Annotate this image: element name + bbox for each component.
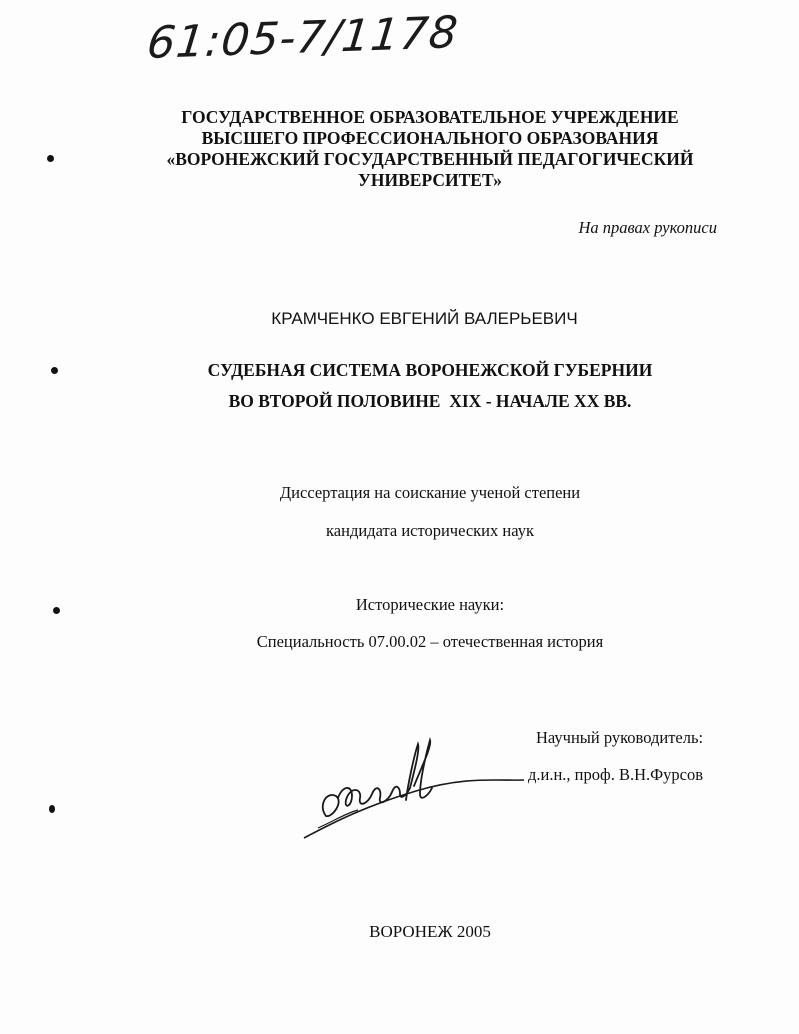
archive-code-handwritten: 61:05-7/1178 [144,7,461,69]
advisor-name: д.и.н., проф. В.Н.Фурсов [528,765,704,784]
punch-hole-mark [53,607,60,614]
city-year: ВОРОНЕЖ 2005 [369,922,491,941]
punch-hole-mark [47,155,54,162]
institution-header [100,107,760,191]
title-line-1: СУДЕБНАЯ СИСТЕМА ВОРОНЕЖСКОЙ ГУБЕРНИИ [207,360,653,380]
specialty-line: Специальность 07.00.02 – отечественная история [256,632,604,651]
institution-line-3: «ВОРОНЕЖСКИЙ ГОСУДАРСТВЕННЫЙ ПЕДАГОГИЧЕСКИЙ [166,149,694,169]
punch-hole-mark [49,805,55,813]
rights-note: На правах рукописи [578,218,717,237]
title-line-2: ВО ВТОРОЙ ПОЛОВИНЕ XIX - НАЧАЛЕ XX ВВ. [228,391,632,411]
advisor-label: Научный руководитель: [536,728,704,747]
punch-hole-mark [51,367,58,374]
institution-line-2: ВЫСШЕГО ПРОФЕССИОНАЛЬНОГО ОБРАЗОВАНИЯ [201,128,659,148]
degree-line-2: кандидата исторических наук [326,521,534,540]
author-name: КРАМЧЕНКО ЕВГЕНИЙ ВАЛЕРЬЕВИЧ [271,309,578,328]
institution-line-1: ГОСУДАРСТВЕННОЕ ОБРАЗОВАТЕЛЬНОЕ УЧРЕЖДЕНИЕ [181,107,679,127]
degree-line-1: Диссертация на соискание ученой степени [279,483,581,502]
field-line-1: Исторические науки: [355,595,505,614]
dissertation-title [100,355,760,417]
institution-line-4: УНИВЕРСИТЕТ» [358,170,502,190]
advisor-signature-graphic [296,736,526,846]
